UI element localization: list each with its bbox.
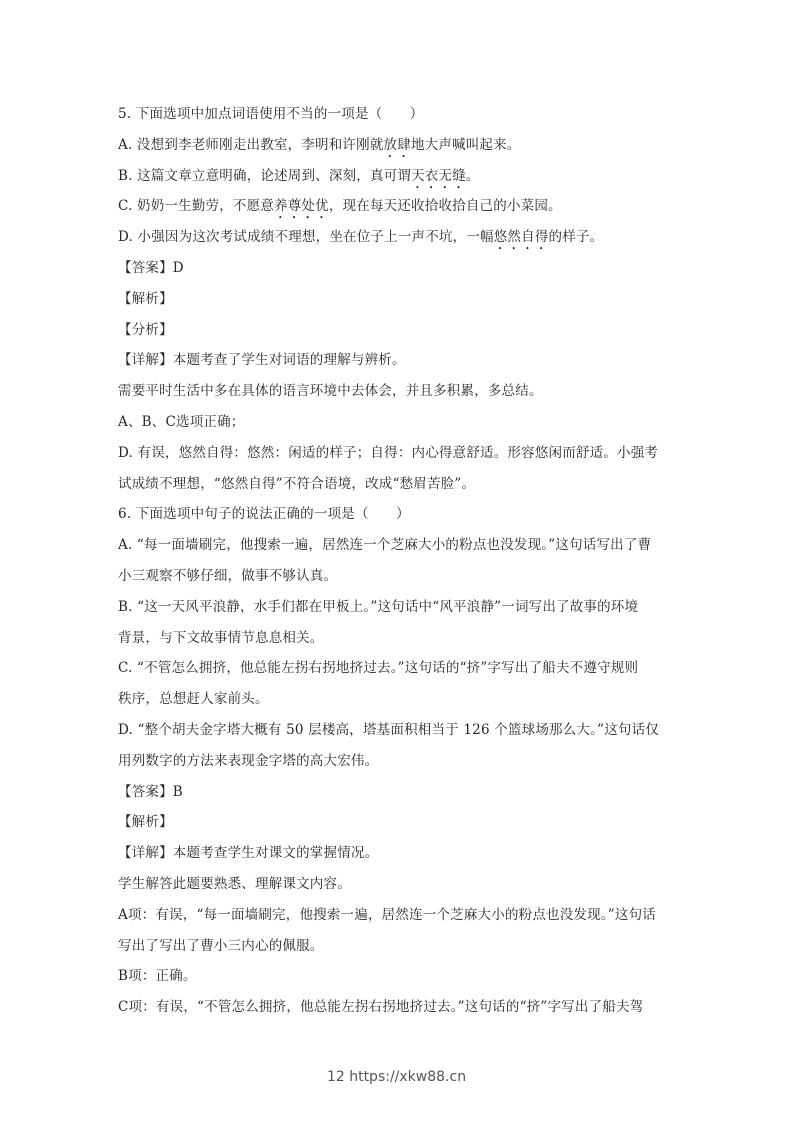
q5-analysis-label: 【解析】: [118, 290, 173, 307]
dotted-word: 天衣无缝: [411, 167, 466, 184]
q6-option-line: B. “这一天风平浪静，水手们都在甲板上。”这句话中“风平浪静”一词写出了故事的环境: [118, 598, 639, 615]
q6-option-line: A. “每一面墙刷完，他搜索一遍，居然连一个芝麻大小的粉点也没发现。”这句话写出了曹: [118, 537, 652, 554]
q5-explain-line: 试成绩不理想，“悠然自得”不符合语境，改成“愁眉苦脸”。: [118, 475, 476, 492]
document-page: [118, 103, 683, 1027]
q6-answer: 【答案】B: [118, 783, 183, 800]
q6-option-line: 小三观察不够仔细，做事不够认真。: [118, 567, 338, 584]
q6-option-line: 秩序，总想赶人家前头。: [118, 691, 269, 708]
option-text: 地大声喊叫起来。: [410, 136, 521, 153]
q6-explain-line: B项：正确。: [118, 968, 197, 985]
q6-analysis-label: 【解析】: [118, 814, 173, 831]
option-text: ，现在每天还收拾收拾自己的小菜园。: [328, 198, 562, 215]
q5-explain-line: 需要平时生活中多在具体的语言环境中去体会，并且多积累，多总结。: [118, 383, 543, 400]
q6-option-line: D. “整个胡夫金字塔大概有 50 层楼高，塔基面积相当于 126 个篮球场那么大。”这句话仅: [118, 721, 659, 738]
option-text: D. 小强因为这次考试成绩不理想，坐在位子上一声不坑，一幅: [118, 229, 494, 246]
option-text: A. 没想到李老师刚走出教室，李明和许刚就: [118, 136, 384, 153]
option-text: 的样子。: [548, 229, 604, 246]
option-text: 。: [465, 167, 480, 184]
dotted-word: 放肆: [383, 136, 411, 153]
dotted-word: 养尊处优: [274, 198, 329, 215]
q6-option-line: C. “不管怎么拥挤，他总能左拐右拐地挤过去。”这句话的“挤”字写出了船夫不遵守规则: [118, 660, 639, 677]
q6-stem: 6. 下面选项中句子的说法正确的一项是（ ）: [118, 506, 410, 523]
q6-explain-line: 学生解答此题要熟悉、理解课文内容。: [118, 875, 351, 892]
q6-explain-line: A项：有误，“每一面墙刷完，他搜索一遍，居然连一个芝麻大小的粉点也没发现。”这句话: [118, 906, 657, 923]
option-text: B. 这篇文章立意明确，论述周到、深刻，真可谓: [118, 167, 412, 184]
q6-option-line: 背景，与下文故事情节息息相关。: [118, 629, 324, 646]
q6-explain-line: 写出了写出了曹小三内心的佩服。: [118, 937, 324, 954]
page-footer: 12 https://xkw88.cn: [326, 1069, 467, 1085]
q6-detail: 【详解】本题考查学生对课文的掌握情况。: [118, 845, 379, 862]
q5-option-d: [118, 226, 683, 257]
q5-option-a: [118, 134, 683, 165]
q6-explain-line: C项：有误，“不管怎么拥挤，他总能左拐右拐地挤过去。”这句话的“挤”字写出了船夫驾: [118, 999, 644, 1016]
q6-option-line: 用列数字的方法来表现金字塔的高大宏伟。: [118, 752, 379, 769]
q5-detail: 【详解】本题考查了学生对词语的理解与辨析。: [118, 352, 406, 369]
q5-explain-line: D. 有误，悠然自得：悠然：闲适的样子；自得：内心得意舒适。形容悠闲而舒适。小强考: [118, 444, 659, 461]
dotted-word: 悠然自得: [493, 229, 549, 246]
q5-stem: 5. 下面选项中加点词语使用不当的一项是（ ）: [118, 106, 424, 122]
q5-option-b: [118, 165, 683, 196]
option-text: C. 奶奶一生勤劳，不愿意: [118, 198, 275, 215]
q5-option-c: [118, 195, 683, 226]
q5-fenxi-label: 【分析】: [118, 321, 173, 338]
q5-explain-line: A、B、C选项正确；: [118, 413, 245, 430]
q5-answer: 【答案】D: [118, 259, 184, 276]
